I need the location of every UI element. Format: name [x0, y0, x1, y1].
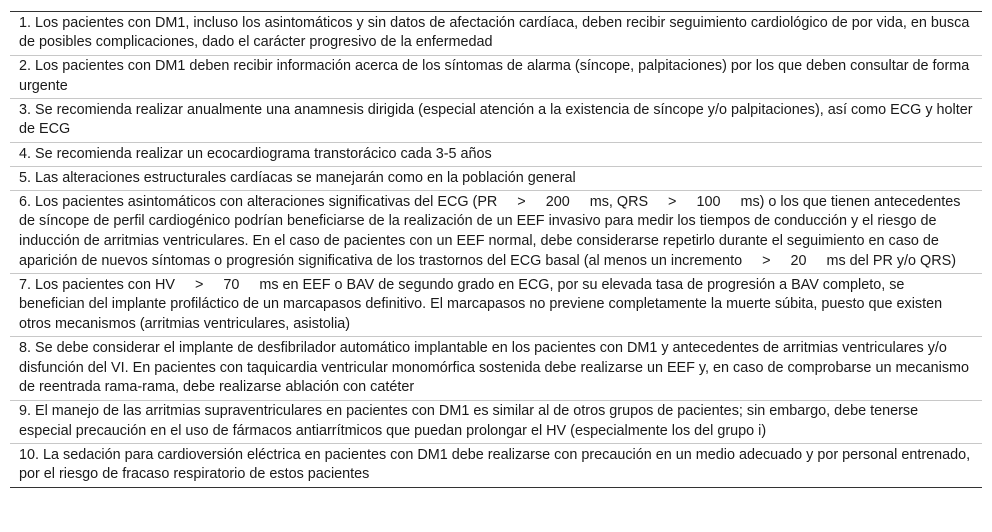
table-row — [10, 167, 982, 191]
recommendation-5: 5. Las alteraciones estructurales cardíacas se manejarán como en la población general — [10, 167, 982, 191]
recommendation-10: 10. La sedación para cardioversión eléctrica en pacientes con DM1 debe realizarse con precaución en un medio adecuado y por personal entrenado, por el riesgo de fracaso respiratorio de estos pacientes — [10, 444, 982, 488]
recommendations-body — [10, 12, 982, 488]
recommendation-7: 7. Los pacientes con HV > 70 ms en EEF o BAV de segundo grado en ECG, por su elevada tasa de progresión a BAV completo, se benefician del implante profiláctico de un marcapasos definitivo. El marcapasos no previene completamente la muerte súbita, puesto que existen otros mecanismos (arritmias ventriculares, asistolia) — [10, 274, 982, 337]
recommendation-8: 8. Se debe considerar el implante de desfibrilador automático implantable en los pacientes con DM1 y antecedentes de arritmias ventriculares y/o disfunción del VI. En pacientes con taquicardia ventricular monomórfica sostenida debe realizarse un EEF y, en caso de comprobarse un mecanismo de reentrada rama-rama, debe realizarse ablación con catéter — [10, 337, 982, 400]
recommendation-9: 9. El manejo de las arritmias supraventriculares en pacientes con DM1 es similar al de otros grupos de pacientes; sin embargo, debe tenerse especial precaución en el uso de fármacos antiarrítmicos que puedan prolongar el HV (especialmente los del grupo i) — [10, 400, 982, 444]
table-row — [10, 55, 982, 99]
recommendation-3: 3. Se recomienda realizar anualmente una anamnesis dirigida (especial atención a la existencia de síncope y/o palpitaciones), así como ECG y holter de ECG — [10, 99, 982, 143]
table-row — [10, 400, 982, 444]
table-row — [10, 337, 982, 400]
recommendation-1: 1. Los pacientes con DM1, incluso los asintomáticos y sin datos de afectación cardíaca, deben recibir seguimiento cardiológico de por vida, en busca de posibles complicaciones, dado el carácter progresivo de la enfermedad — [19, 14, 974, 51]
recommendation-2: 2. Los pacientes con DM1 deben recibir información acerca de los síntomas de alarma (síncope, palpitaciones) por los que deben consultar de forma urgente — [10, 55, 982, 99]
recommendations-table — [10, 11, 982, 488]
table-row — [10, 444, 982, 488]
table-row — [10, 12, 982, 56]
table-row — [10, 143, 982, 167]
recommendation-4: 4. Se recomienda realizar un ecocardiograma transtorácico cada 3-5 años — [10, 143, 982, 167]
table-row — [10, 99, 982, 143]
table-row — [10, 274, 982, 337]
table-row — [10, 191, 982, 274]
recommendation-6: 6. Los pacientes asintomáticos con alteraciones significativas del ECG (PR > 200 ms, QRS > 100 ms) o los que tienen antecedentes de síncope de perfil cardiogénico podrían beneficiarse de la realización de un EEF invasivo para medir los tiempos de conducción y el riesgo de inducción de arritmias ventriculares. En el caso de pacientes con un EEF normal, debe considerarse repetirlo durante el seguimiento en caso de aparición de nuevos síntomas o progresión significativa de los trastornos del ECG basal (al menos un incremento > 20 ms del PR y/o QRS) — [10, 191, 982, 274]
